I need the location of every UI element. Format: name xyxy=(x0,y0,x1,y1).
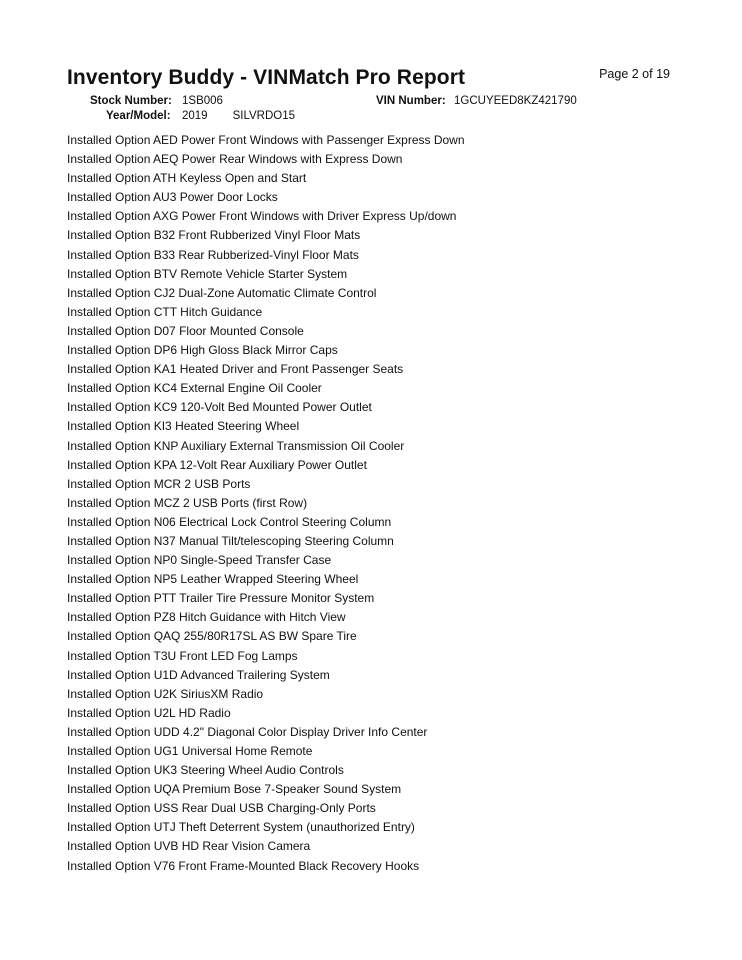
option-item: Installed Option MCZ 2 USB Ports (first Row) xyxy=(67,495,308,510)
option-item: Installed Option N06 Electrical Lock Control Steering Column xyxy=(67,514,392,529)
option-item: Installed Option KPA 12-Volt Rear Auxiliary Power Outlet xyxy=(67,457,367,472)
option-item: Installed Option U1D Advanced Trailering System xyxy=(67,667,330,682)
option-item: Installed Option UTJ Theft Deterrent System (unauthorized Entry) xyxy=(67,820,415,835)
option-item: Installed Option KA1 Heated Driver and Front Passenger Seats xyxy=(67,362,404,377)
year-model-field xyxy=(106,110,295,122)
option-item: Installed Option KI3 Heated Steering Wheel xyxy=(67,419,300,434)
stock-number-label: Stock Number: xyxy=(90,95,172,107)
option-item: Installed Option U2L HD Radio xyxy=(67,705,231,720)
option-item: Installed Option AXG Power Front Windows with Driver Express Up/down xyxy=(67,209,457,224)
option-item: Installed Option UQA Premium Bose 7-Speaker Sound System xyxy=(67,782,402,797)
option-item: Installed Option PZ8 Hitch Guidance with Hitch View xyxy=(67,610,346,625)
installed-options-list xyxy=(67,131,465,876)
option-item: Installed Option PTT Trailer Tire Pressure Monitor System xyxy=(67,591,375,606)
vin-number-value: 1GCUYEED8KZ421790 xyxy=(454,95,577,107)
option-item: Installed Option CTT Hitch Guidance xyxy=(67,304,263,319)
option-item: Installed Option B33 Rear Rubberized-Vinyl Floor Mats xyxy=(67,247,359,262)
vin-number-field xyxy=(376,95,577,107)
option-item: Installed Option AU3 Power Door Locks xyxy=(67,190,278,205)
option-item: Installed Option UVB HD Rear Vision Camera xyxy=(67,839,311,854)
option-item: Installed Option U2K SiriusXM Radio xyxy=(67,686,264,701)
option-item: Installed Option N37 Manual Tilt/telescoping Steering Column xyxy=(67,533,394,548)
option-item: Installed Option USS Rear Dual USB Charging-Only Ports xyxy=(67,801,376,816)
option-item: Installed Option ATH Keyless Open and Start xyxy=(67,171,307,186)
option-item: Installed Option KC4 External Engine Oil Cooler xyxy=(67,381,322,396)
option-item: Installed Option QAQ 255/80R17SL AS BW Spare Tire xyxy=(67,629,357,644)
option-item: Installed Option KC9 120-Volt Bed Mounted Power Outlet xyxy=(67,400,372,415)
option-item: Installed Option AEQ Power Rear Windows with Express Down xyxy=(67,152,403,167)
option-item: Installed Option UG1 Universal Home Remote xyxy=(67,744,313,758)
option-item: Installed Option NP0 Single-Speed Transfer Case xyxy=(67,553,332,568)
option-item: Installed Option CJ2 Dual-Zone Automatic Climate Control xyxy=(67,285,377,300)
option-item: Installed Option NP5 Leather Wrapped Steering Wheel xyxy=(67,572,359,587)
option-item: Installed Option D07 Floor Mounted Console xyxy=(67,323,304,338)
option-item: Installed Option KNP Auxiliary External Transmission Oil Cooler xyxy=(67,438,405,453)
year-value: 2019 xyxy=(182,110,208,122)
stock-number-field xyxy=(90,95,223,107)
option-item: Installed Option BTV Remote Vehicle Starter System xyxy=(67,266,348,281)
stock-number-value: 1SB006 xyxy=(182,95,223,107)
report-title: Inventory Buddy - VINMatch Pro Report xyxy=(67,66,466,89)
option-item: Installed Option UK3 Steering Wheel Audio Controls xyxy=(67,763,344,778)
option-item: Installed Option UDD 4.2" Diagonal Color Display Driver Info Center xyxy=(67,724,428,739)
option-item: Installed Option V76 Front Frame-Mounted Black Recovery Hooks xyxy=(67,858,420,873)
vin-number-label: VIN Number: xyxy=(376,95,446,107)
page-number: Page 2 of 19 xyxy=(599,67,670,81)
year-model-label: Year/Model: xyxy=(106,110,171,122)
option-item: Installed Option AED Power Front Windows with Passenger Express Down xyxy=(67,133,465,147)
option-item: Installed Option DP6 High Gloss Black Mirror Caps xyxy=(67,343,338,358)
option-item: Installed Option T3U Front LED Fog Lamps xyxy=(67,648,298,663)
option-item: Installed Option B32 Front Rubberized Vinyl Floor Mats xyxy=(67,228,361,243)
model-value: SILVRDO15 xyxy=(232,110,296,122)
option-item: Installed Option MCR 2 USB Ports xyxy=(67,476,251,491)
